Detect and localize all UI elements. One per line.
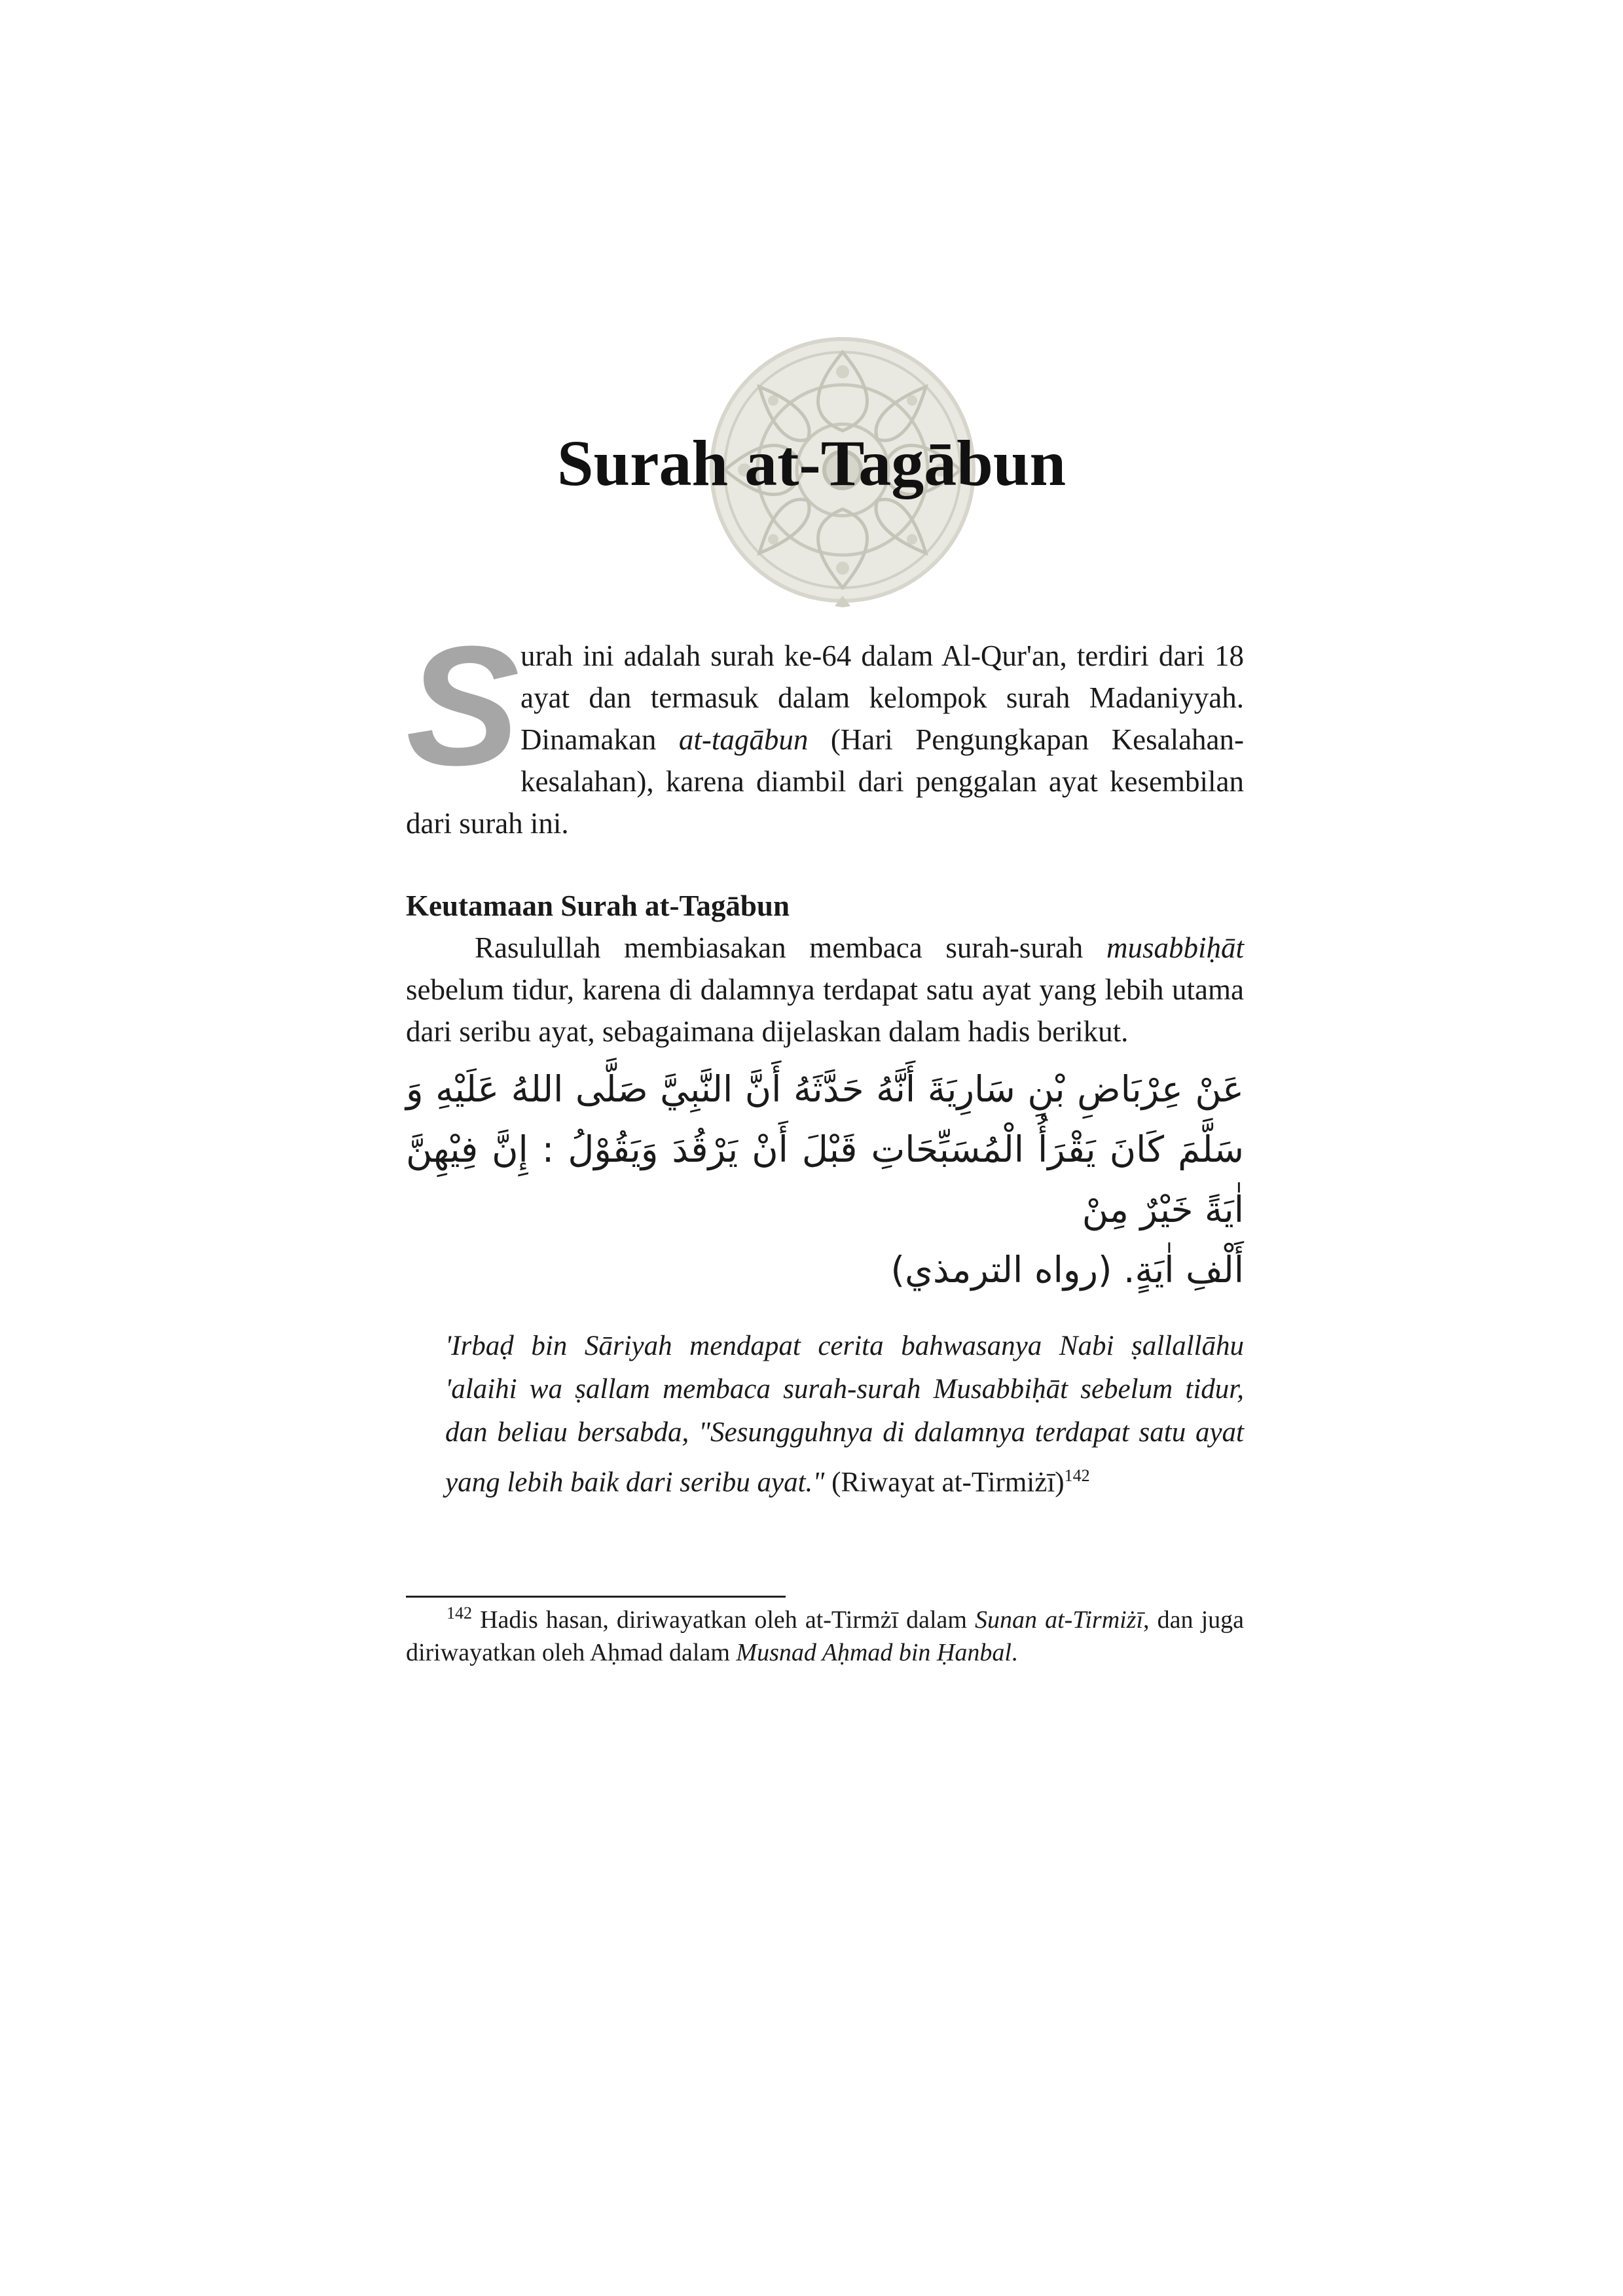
footnote-reference[interactable]: 142 xyxy=(1064,1466,1090,1485)
section-heading: Keutamaan Surah at-Tagābun xyxy=(406,889,790,922)
intro-paragraph xyxy=(406,635,1244,844)
footnote xyxy=(406,1604,1244,1669)
intro-text-end: (Hari Pengungkapan Kesalahan-kesalahan), karena diambil dari penggalan ayat kesembilan dari surah ini. xyxy=(406,723,1245,840)
footnote-text-1: Hadis hasan, diriwayatkan oleh at-Tirmżī dalam xyxy=(472,1606,976,1634)
footnote-book-2: Musnad Aḥmad bin Ḥanbal xyxy=(736,1639,1012,1666)
section-text-end: sebelum tidur, karena di dalamnya terdapat satu ayat yang lebih utama dari seribu ayat, sebagaimana dijelaskan dalam hadis berikut. xyxy=(406,973,1244,1048)
main-content xyxy=(406,635,1244,1504)
footnote-text-3: . xyxy=(1011,1639,1018,1666)
footnote-number: 142 xyxy=(447,1604,472,1623)
intro-text-start: urah ini adalah surah ke-64 dalam Al-Qur'an, terdiri dari 18 ayat dan termasuk dalam kelompok surah Madaniyyah. Dinamakan xyxy=(520,639,1244,756)
section-paragraph xyxy=(406,927,1244,1052)
footnote-divider xyxy=(406,1596,786,1598)
footnote-book-1: Sunan at-Tirmiżī xyxy=(975,1606,1144,1634)
dropcap-letter xyxy=(406,645,520,776)
translation-italic: 'Irbaḍ bin Sāriyah mendapat cerita bahwasanya Nabi ṣallallāhu 'alaihi wa ṣallam membaca surah-surah Musabbiḥāt sebelum tidur, dan beliau bersabda, "Sesungguhnya di dalamnya terdapat satu ayat yang lebih baik dari seribu ayat." xyxy=(445,1331,1244,1498)
musabbihat-italic: musabbiḥāt xyxy=(1106,931,1244,964)
hadith-arabic-last-line: أَلْفِ اٰيَةٍ. (رواه الترمذي) xyxy=(890,1249,1244,1291)
hadith-arabic-text: عَنْ عِرْبَاضِ بْنِ سَارِيَةَ أَنَّهُ حَدَّثَهُ أَنَّ النَّبِيَّ صَلَّى اللهُ عَلَيْهِ وَ سَلَّمَ كَانَ يَقْرَأُ الْمُسَبِّحَاتِ قَبْلَ أَنْ يَرْقُدَ وَيَقُوْلُ : إِنَّ فِيْهِنَّ اٰيَةً خَيْرٌ مِنْ xyxy=(406,1068,1244,1230)
page-title: Surah at-Tagābun xyxy=(556,427,1067,499)
translation-source: (Riwayat at-Tirmiżī) xyxy=(824,1467,1065,1498)
surah-name-italic: at-tagābun xyxy=(678,723,809,756)
footnote-text-2: , dan juga diriwayatkan oleh Aḥmad dalam xyxy=(406,1606,1244,1666)
section-text-start: Rasulullah membiasakan membaca surah-surah xyxy=(475,931,1106,964)
dropcap-glyph: S xyxy=(406,645,520,776)
hadith-translation xyxy=(445,1325,1244,1504)
